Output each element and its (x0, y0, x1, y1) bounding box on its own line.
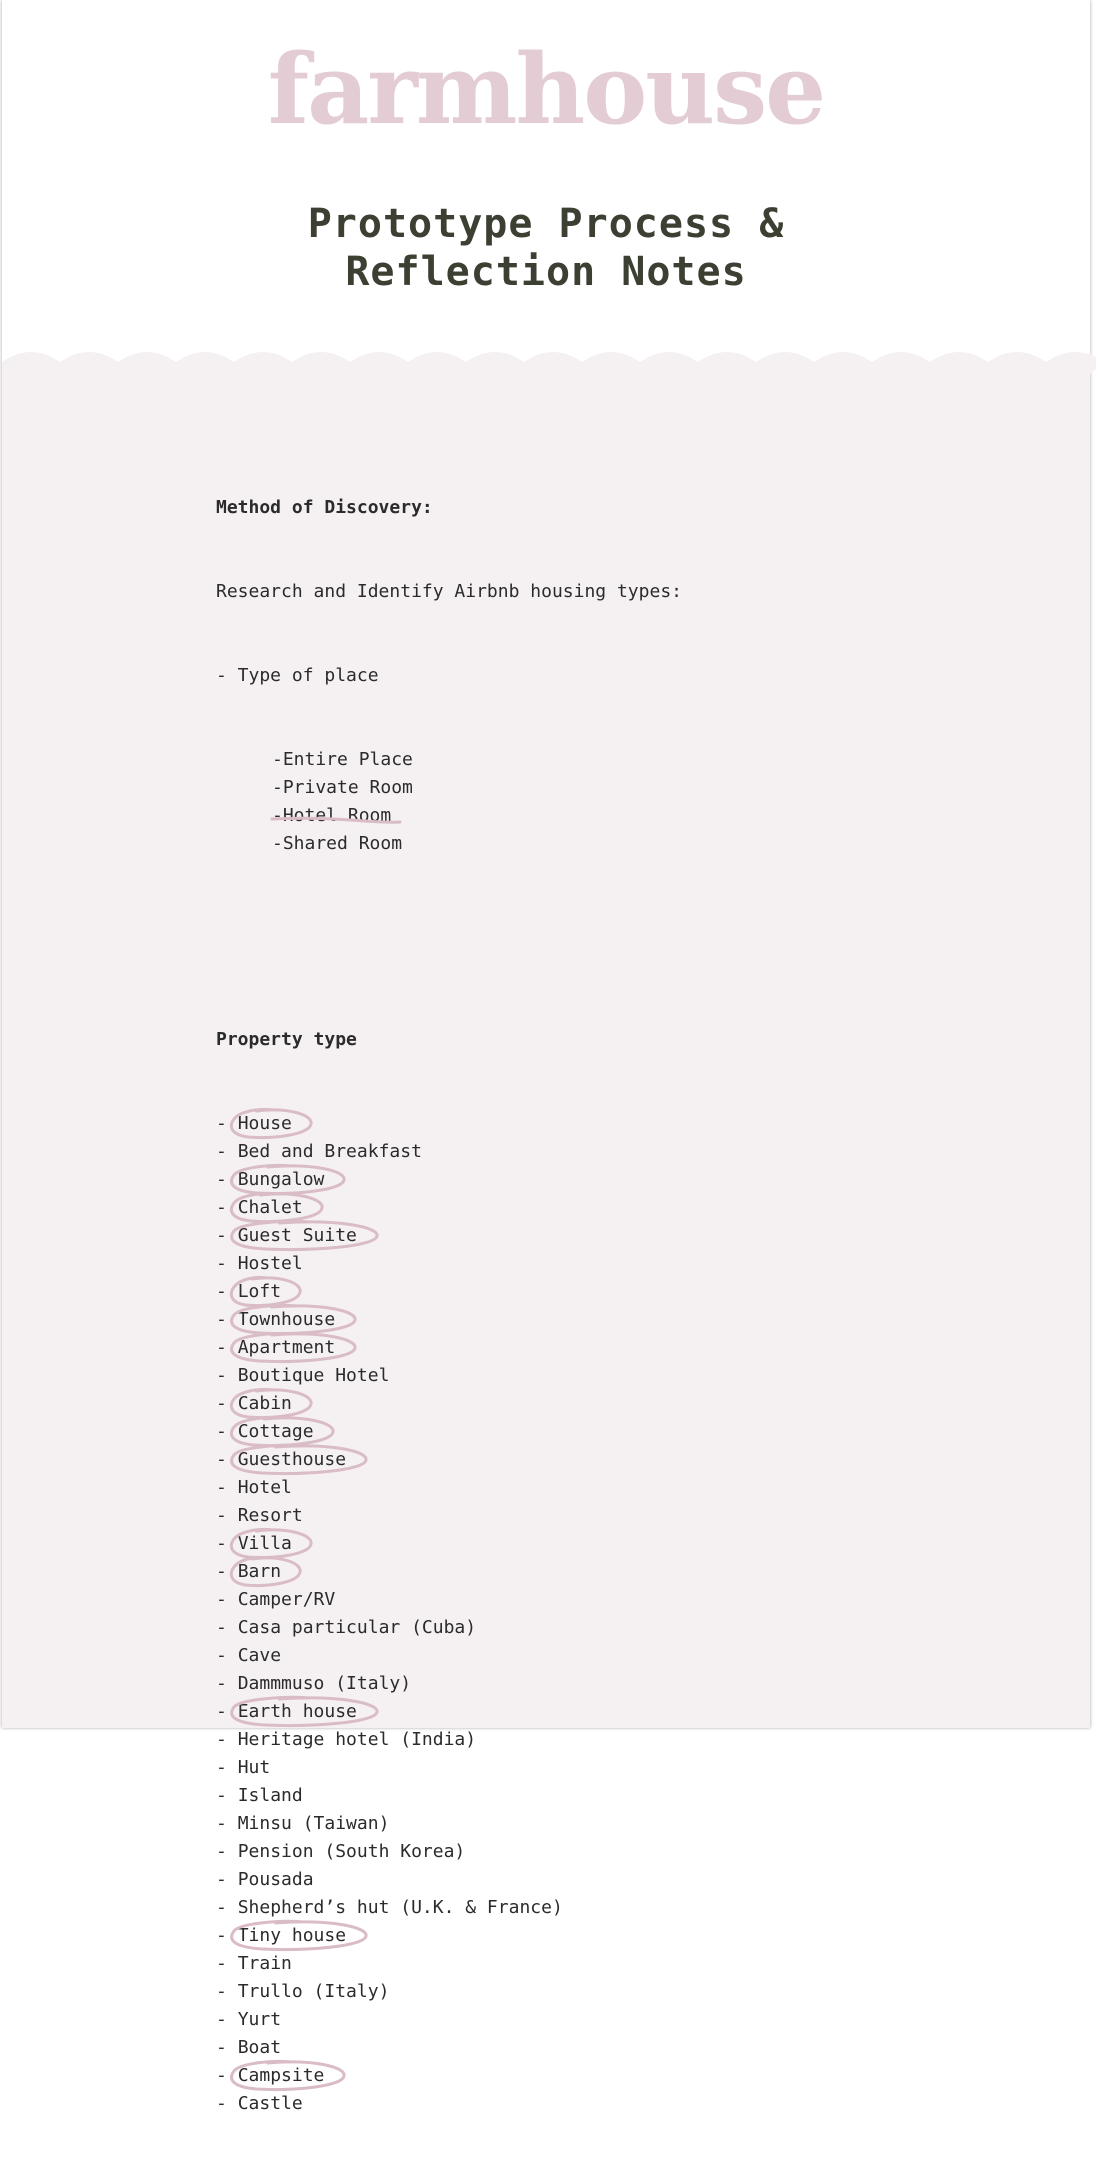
list-dash: - (216, 1757, 238, 1778)
property-type-label: Castle (237, 2093, 303, 2114)
page-title-line-2: Reflection Notes (345, 249, 747, 295)
list-dash: - (216, 1533, 238, 1554)
list-dash: - (216, 1785, 238, 1806)
property-type-item (216, 1782, 682, 1810)
list-dash: - (216, 1169, 238, 1190)
property-type-label: Trullo (Italy) (237, 1981, 390, 2002)
list-dash: - (216, 1841, 238, 1862)
property-type-label-wrap (238, 1614, 476, 1642)
property-type-label: Casa particular (Cuba) (237, 1617, 477, 1638)
strikethrough-mark (270, 816, 402, 824)
property-type-item (216, 1670, 682, 1698)
list-dash: - (216, 1645, 238, 1666)
list-dash: - (216, 1561, 238, 1582)
list-dash: - (216, 1337, 238, 1358)
property-type-label: Yurt (237, 2009, 282, 2030)
list-dash: - (216, 1617, 238, 1638)
property-type-label-wrap (238, 1362, 390, 1390)
document-page (2, 0, 1090, 2114)
property-type-list (216, 1110, 682, 2118)
property-type-label-wrap (238, 1978, 390, 2006)
list-dash: - (216, 1701, 238, 1722)
property-type-item (216, 1474, 682, 1502)
property-type-label: Campsite (237, 2065, 325, 2086)
list-dash: - (216, 1225, 238, 1246)
page-title-line-1: Prototype Process & (307, 201, 785, 247)
property-type-item (216, 1894, 682, 1922)
property-type-item (216, 1194, 682, 1222)
property-type-label-wrap (238, 1698, 357, 1726)
list-dash: - (216, 1253, 238, 1274)
property-type-label: Apartment (237, 1337, 336, 1358)
property-type-label-wrap (238, 1418, 314, 1446)
property-type-label: Boat (237, 2037, 282, 2058)
property-type-label: Train (237, 1953, 292, 1974)
property-type-item (216, 1138, 682, 1166)
property-type-label: Bungalow (237, 1169, 325, 1190)
property-type-item (216, 2006, 682, 2034)
property-type-item (216, 1726, 682, 1754)
list-dash: - (216, 1113, 238, 1134)
property-type-label-wrap (238, 1810, 390, 1838)
list-dash: - (216, 1197, 238, 1218)
property-type-label: Resort (237, 1505, 303, 1526)
list-dash: - (216, 2009, 238, 2030)
property-type-item (216, 1334, 682, 1362)
property-type-item (216, 1502, 682, 1530)
property-type-label: Guest Suite (237, 1225, 357, 1246)
place-type-label: -Shared Room (272, 833, 403, 854)
property-type-item (216, 1110, 682, 1138)
property-type-label-wrap (238, 1502, 303, 1530)
list-dash: - (216, 1813, 238, 1834)
wave-divider (2, 348, 1090, 374)
property-type-label-wrap (238, 1334, 336, 1362)
list-dash: - (216, 1673, 238, 1694)
property-type-label-wrap (238, 1166, 325, 1194)
property-type-label: Hotel (237, 1477, 292, 1498)
property-type-label: Pension (South Korea) (237, 1841, 466, 1862)
list-dash: - (216, 1365, 238, 1386)
list-dash: - (216, 2065, 238, 2086)
list-dash: - (216, 2093, 238, 2114)
list-dash: - (216, 1729, 238, 1750)
property-type-label: Earth house (237, 1701, 357, 1722)
property-type-item (216, 1250, 682, 1278)
property-type-item (216, 1278, 682, 1306)
property-type-label: Hut (237, 1757, 271, 1778)
property-type-item (216, 1614, 682, 1642)
property-type-label: Loft (237, 1281, 282, 1302)
property-type-label: Barn (237, 1561, 282, 1582)
property-type-label-wrap (238, 1110, 292, 1138)
property-type-label-wrap (238, 1278, 281, 1306)
property-type-item (216, 1222, 682, 1250)
property-type-label-wrap (238, 1782, 303, 1810)
property-type-label: Townhouse (237, 1309, 336, 1330)
place-type-list (216, 746, 682, 858)
document-header (2, 0, 1090, 360)
list-dash: - (216, 1393, 238, 1414)
property-type-item (216, 1866, 682, 1894)
brand-logo: farmhouse (267, 33, 825, 146)
notes-content (216, 438, 682, 2174)
property-type-item (216, 1390, 682, 1418)
property-type-item (216, 1810, 682, 1838)
property-type-label: Bed and Breakfast (237, 1141, 422, 1162)
list-dash: - (216, 1309, 238, 1330)
list-dash: - (216, 1589, 238, 1610)
property-type-item (216, 1950, 682, 1978)
property-type-label: Dammmuso (Italy) (237, 1673, 412, 1694)
list-dash: - (216, 1981, 238, 2002)
list-dash: - (216, 1477, 238, 1498)
property-type-item (216, 1698, 682, 1726)
property-type-item (216, 2034, 682, 2062)
property-type-label-wrap (238, 1922, 346, 1950)
property-type-label: Chalet (237, 1197, 303, 1218)
property-type-label-wrap (238, 1250, 303, 1278)
property-type-item (216, 1306, 682, 1334)
property-type-label: Cave (237, 1645, 282, 1666)
property-type-label-wrap (238, 1838, 466, 1866)
property-type-item (216, 2090, 682, 2118)
property-heading: Property type (216, 1029, 357, 1050)
property-type-label-wrap (238, 1446, 346, 1474)
place-type-item (216, 802, 682, 830)
property-type-label-wrap (238, 1586, 336, 1614)
type-of-place-label: - Type of place (216, 665, 379, 686)
list-dash: - (216, 1449, 238, 1470)
place-type-label: -Private Room (272, 777, 413, 798)
list-dash: - (216, 1141, 238, 1162)
property-type-item (216, 2062, 682, 2090)
place-type-item (216, 746, 682, 774)
property-type-label-wrap (238, 1390, 292, 1418)
property-type-label-wrap (238, 1474, 292, 1502)
property-type-label-wrap (238, 1866, 314, 1894)
list-dash: - (216, 1897, 238, 1918)
property-type-label-wrap (238, 2034, 281, 2062)
property-type-item (216, 1586, 682, 1614)
property-type-label-wrap (238, 2090, 303, 2118)
place-type-label: -Entire Place (272, 749, 413, 770)
method-intro: Research and Identify Airbnb housing types: (216, 581, 682, 602)
property-type-item (216, 1362, 682, 1390)
property-type-item (216, 1530, 682, 1558)
property-type-label-wrap (238, 2062, 325, 2090)
place-type-item (216, 830, 682, 858)
property-type-label-wrap (238, 1558, 281, 1586)
property-type-label-wrap (238, 1894, 563, 1922)
property-type-label-wrap (238, 1726, 476, 1754)
property-type-label-wrap (238, 1222, 357, 1250)
list-dash: - (216, 1281, 238, 1302)
notes-body (2, 372, 1090, 2114)
property-type-label: Pousada (237, 1869, 314, 1890)
property-type-label: Camper/RV (237, 1589, 336, 1610)
list-dash: - (216, 1953, 238, 1974)
property-type-item (216, 1642, 682, 1670)
property-type-label-wrap (238, 1530, 292, 1558)
property-type-item (216, 1166, 682, 1194)
list-dash: - (216, 1505, 238, 1526)
property-type-label: Hostel (237, 1253, 303, 1274)
property-type-item (216, 1922, 682, 1950)
property-type-item (216, 1558, 682, 1586)
list-dash: - (216, 1925, 238, 1946)
page-title (2, 200, 1090, 296)
property-type-label-wrap (238, 1138, 422, 1166)
place-type-label: -Hotel Room (272, 805, 392, 826)
property-type-label: Villa (237, 1533, 292, 1554)
property-type-item (216, 1978, 682, 2006)
list-dash: - (216, 2037, 238, 2058)
list-dash: - (216, 1421, 238, 1442)
property-type-item (216, 1446, 682, 1474)
property-type-label-wrap (238, 1754, 271, 1782)
place-type-item (216, 774, 682, 802)
property-type-label-wrap (238, 1306, 336, 1334)
list-dash: - (216, 1869, 238, 1890)
property-type-label-wrap (238, 1950, 292, 1978)
property-type-label: House (237, 1113, 292, 1134)
property-type-label: Boutique Hotel (237, 1365, 390, 1386)
property-type-item (216, 1754, 682, 1782)
property-type-item (216, 1418, 682, 1446)
property-type-label-wrap (238, 2006, 281, 2034)
property-type-label: Guesthouse (237, 1449, 347, 1470)
property-type-label-wrap (238, 1194, 303, 1222)
property-type-label: Shepherd’s hut (U.K. & France) (237, 1897, 563, 1918)
property-type-label: Cabin (237, 1393, 292, 1414)
property-type-label: Island (237, 1785, 303, 1806)
method-heading: Method of Discovery: (216, 497, 433, 518)
property-type-label: Cottage (237, 1421, 314, 1442)
property-type-label: Minsu (Taiwan) (237, 1813, 390, 1834)
property-type-item (216, 1838, 682, 1866)
property-type-label-wrap (238, 1642, 281, 1670)
property-type-label: Heritage hotel (India) (237, 1729, 477, 1750)
property-type-label: Tiny house (237, 1925, 347, 1946)
section-gap (216, 914, 682, 970)
property-type-label-wrap (238, 1670, 411, 1698)
